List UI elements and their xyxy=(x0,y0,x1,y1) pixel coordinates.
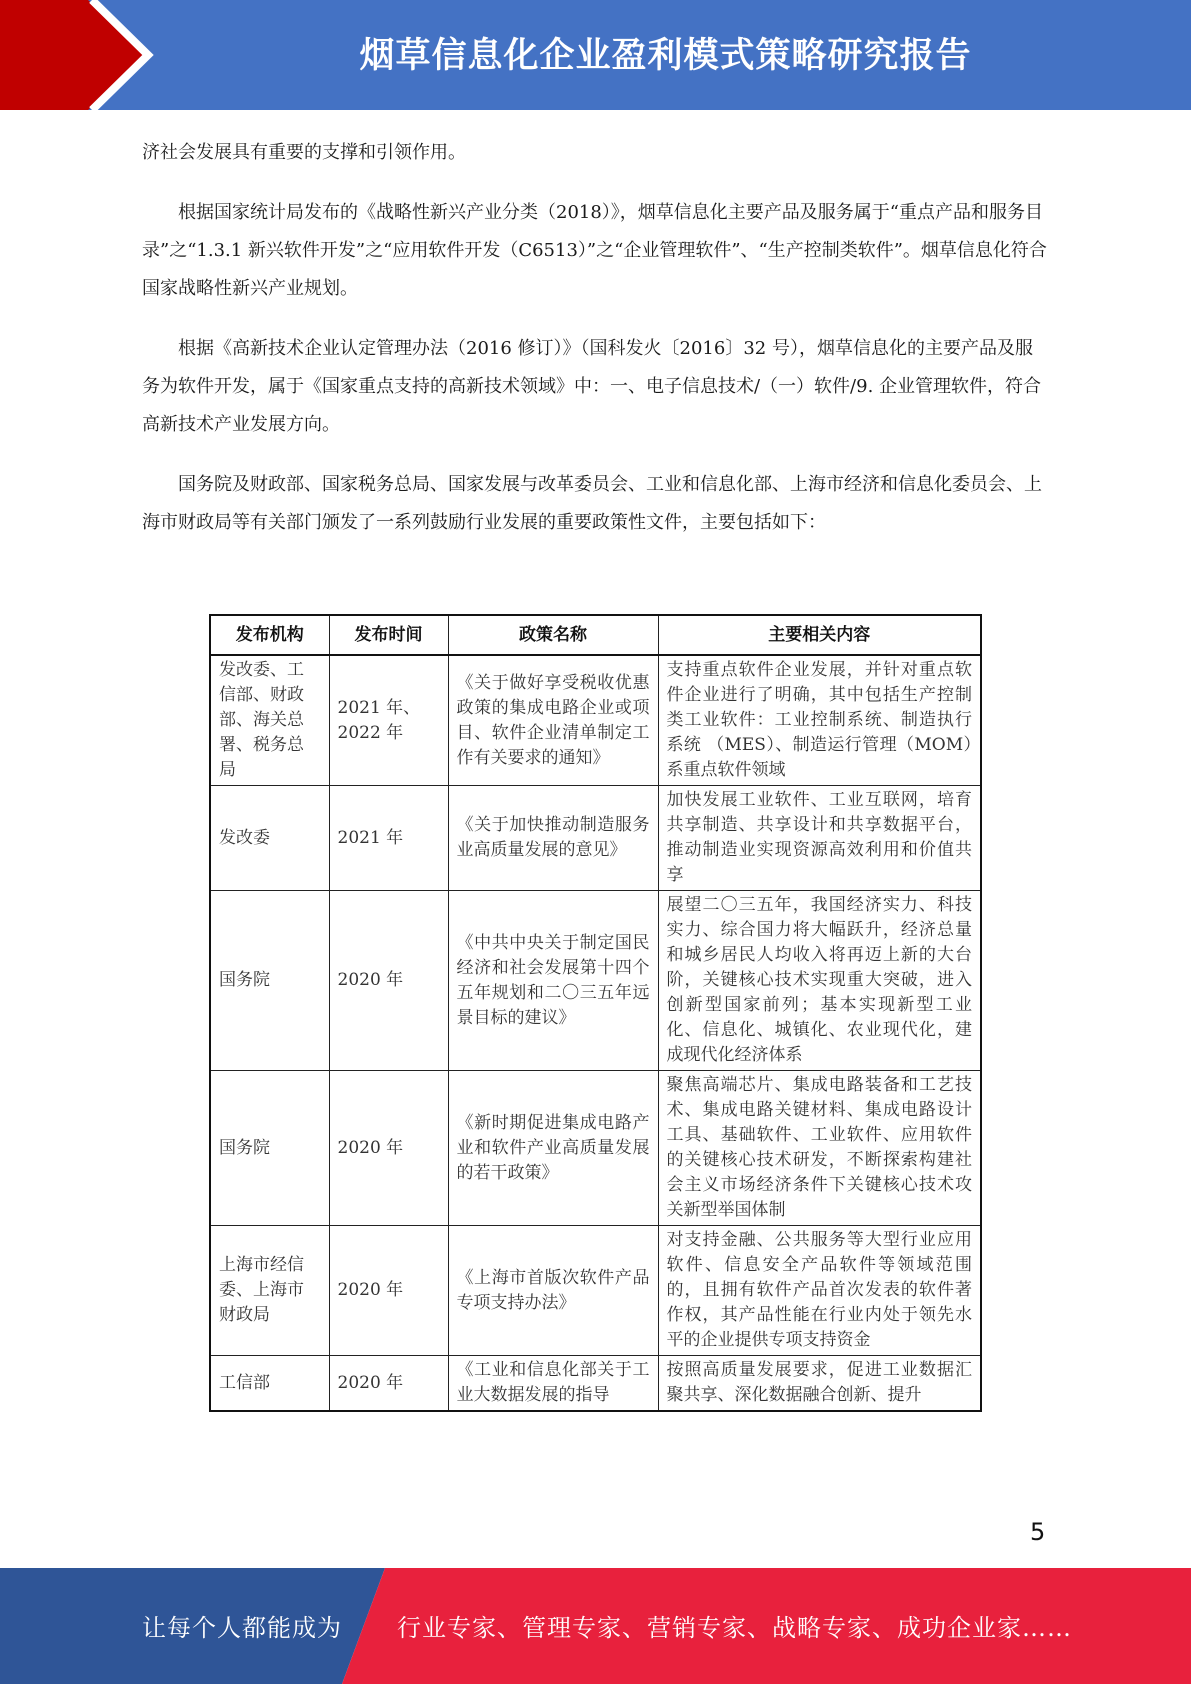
column-header-agency: 发布机构 xyxy=(210,615,329,655)
cell-agency: 国务院 xyxy=(210,1071,329,1226)
table-row xyxy=(210,655,981,786)
table-row xyxy=(210,1071,981,1226)
cell-agency: 国务院 xyxy=(210,891,329,1071)
cell-content: 对支持金融、公共服务等大型行业应用软件、信息安全产品软件等领域范围的，且拥有软件产品首次发表的软件著作权，其产品性能在行业内处于领先水平的企业提供专项支持资金 xyxy=(658,1226,981,1356)
page-number: 5 xyxy=(1030,1518,1046,1546)
cell-policy-name: 《上海市首版次软件产品专项支持办法》 xyxy=(448,1226,658,1356)
paragraph: 根据《高新技术企业认定管理办法（2016 修订）》（国科发火〔2016〕32 号），烟草信息化的主要产品及服务为软件开发，属于《国家重点支持的高新技术领域》中：一、电子信息技术/（一）软件/9. 企业管理软件，符合高新技术产业发展方向。 xyxy=(142,338,1042,435)
footer-slogan-left: 让每个人都能成为 xyxy=(142,1614,342,1642)
cell-agency: 发改委 xyxy=(210,786,329,891)
table-row xyxy=(210,1356,981,1412)
table-row xyxy=(210,1226,981,1356)
paragraph: 国务院及财政部、国家税务总局、国家发展与改革委员会、工业和信息化部、上海市经济和信息化委员会、上海市财政局等有关部门颁发了一系列鼓励行业发展的重要政策性文件，主要包括如下： xyxy=(142,474,1042,533)
page-header xyxy=(0,0,1191,110)
cell-time: 2021 年、2022 年 xyxy=(329,655,448,786)
paragraph: 济社会发展具有重要的支撑和引领作用。 xyxy=(142,142,466,163)
column-header-policy-name: 政策名称 xyxy=(448,615,658,655)
cell-policy-name: 《工业和信息化部关于工业大数据发展的指导 xyxy=(448,1356,658,1412)
cell-time: 2020 年 xyxy=(329,891,448,1071)
policy-table-wrapper xyxy=(209,614,980,1412)
cell-content: 按照高质量发展要求，促进工业数据汇聚共享、深化数据融合创新、提升 xyxy=(658,1356,981,1412)
table-row xyxy=(210,786,981,891)
cell-content: 聚焦高端芯片、集成电路装备和工艺技术、集成电路关键材料、集成电路设计工具、基础软件、工业软件、应用软件的关键核心技术研发，不断探索构建社会主义市场经济条件下关键核心技术攻关新型举国体制 xyxy=(658,1071,981,1226)
cell-agency: 上海市经信委、上海市财政局 xyxy=(210,1226,329,1356)
cell-content: 支持重点软件企业发展，并针对重点软件企业进行了明确，其中包括生产控制类工业软件：工业控制系统、制造执行系统 （MES）、制造运行管理（MOM）系重点软件领域 xyxy=(658,655,981,786)
column-header-content: 主要相关内容 xyxy=(658,615,981,655)
table-row xyxy=(210,891,981,1071)
body-text xyxy=(142,134,1047,564)
cell-content: 加快发展工业软件、工业互联网，培育共享制造、共享设计和共享数据平台，推动制造业实现资源高效利用和价值共享 xyxy=(658,786,981,891)
cell-time: 2020 年 xyxy=(329,1226,448,1356)
table-header-row xyxy=(210,615,981,655)
paragraph: 根据国家统计局发布的《战略性新兴产业分类（2018）》，烟草信息化主要产品及服务属于“重点产品和服务目录”之“1.3.1 新兴软件开发”之“应用软件开发（C6513）”之“企业管理软件”、“生产控制类软件”。烟草信息化符合国家战略性新兴产业规划。 xyxy=(142,202,1047,299)
cell-content: 展望二〇三五年，我国经济实力、科技实力、综合国力将大幅跃升，经济总量和城乡居民人均收入将再迈上新的大台阶，关键核心技术实现重大突破，进入创新型国家前列；基本实现新型工业化、信息化、城镇化、农业现代化，建成现代化经济体系 xyxy=(658,891,981,1071)
cell-time: 2020 年 xyxy=(329,1356,448,1412)
column-header-time: 发布时间 xyxy=(329,615,448,655)
cell-time: 2020 年 xyxy=(329,1071,448,1226)
cell-policy-name: 《关于做好享受税收优惠政策的集成电路企业或项目、软件企业清单制定工作有关要求的通知》 xyxy=(448,655,658,786)
cell-policy-name: 《新时期促进集成电路产业和软件产业高质量发展的若干政策》 xyxy=(448,1071,658,1226)
policy-table xyxy=(209,614,982,1412)
footer-slogan-right: 行业专家、管理专家、营销专家、战略专家、成功企业家…… xyxy=(397,1614,1072,1642)
cell-agency: 发改委、工信部、财政部、海关总署、税务总局 xyxy=(210,655,329,786)
report-title: 烟草信息化企业盈利模式策略研究报告 xyxy=(359,36,972,76)
cell-policy-name: 《关于加快推动制造服务业高质量发展的意见》 xyxy=(448,786,658,891)
cell-policy-name: 《中共中央关于制定国民经济和社会发展第十四个五年规划和二〇三五年远景目标的建议》 xyxy=(448,891,658,1071)
cell-time: 2021 年 xyxy=(329,786,448,891)
cell-agency: 工信部 xyxy=(210,1356,329,1412)
page-footer xyxy=(0,1568,1191,1684)
